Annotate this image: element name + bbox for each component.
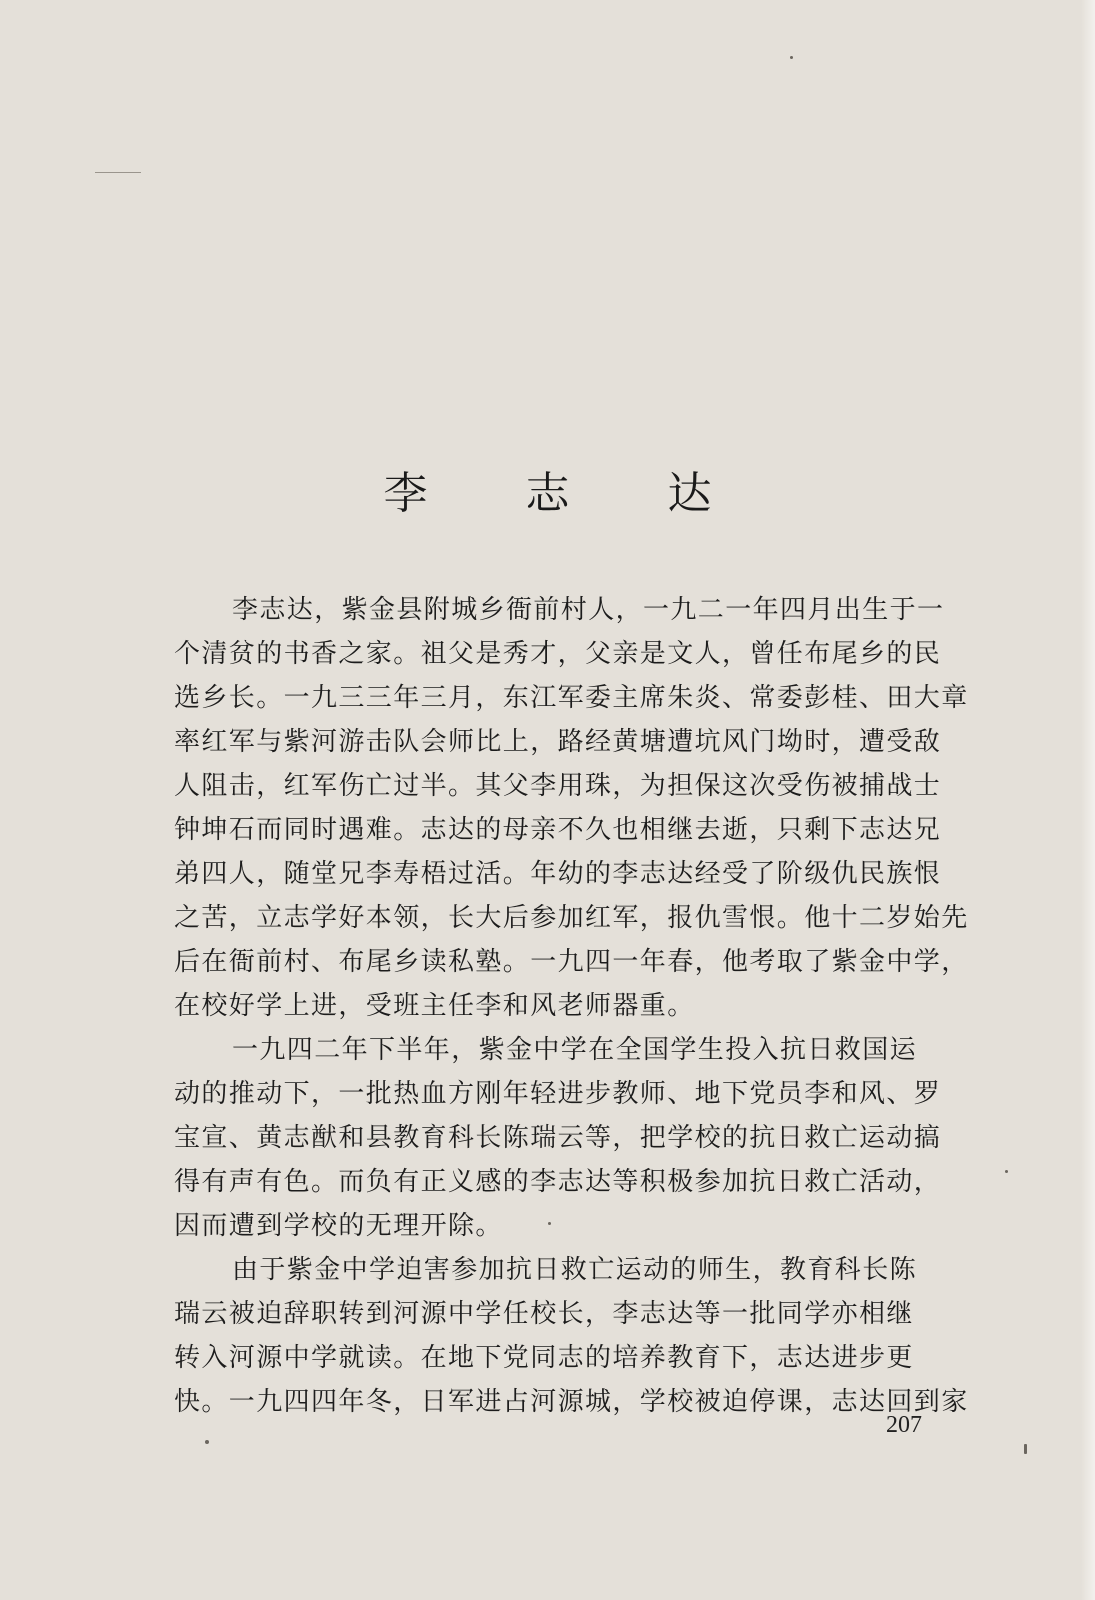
text-line: 由于紫金中学迫害参加抗日救亡运动的师生，教育科长陈 [232,1255,918,1285]
text-line: 李志达，紫金县附城乡衙前村人，一九二一年四月出生于一 [232,595,945,625]
text-line: 率红军与紫河游击队会师比上，路经黄塘遭坑风门坳时，遭受敌 [174,727,942,757]
text-line: 弟四人，随堂兄李寿梧过活。年幼的李志达经受了阶级仇民族恨 [174,859,942,889]
article-body [174,588,974,1424]
scan-speck [95,172,141,173]
page-edge [1081,0,1095,1600]
text-line: 在校好学上进，受班主任李和风老师器重。 [174,991,695,1021]
text-line: 钟坤石而同时遇难。志达的母亲不久也相继去逝，只剩下志达兄 [174,815,942,845]
scan-speck [790,56,793,59]
text-line: 快。一九四四年冬，日军进占河源城，学校被迫停课，志达回到家 [174,1387,969,1417]
scan-speck [1024,1444,1027,1454]
text-line: 宝宣、黄志猷和县教育科长陈瑞云等，把学校的抗日救亡运动搞 [174,1123,942,1153]
text-line: 得有声有色。而负有正义感的李志达等积极参加抗日救亡活动， [174,1167,942,1197]
text-line: 动的推动下，一批热血方刚年轻进步教师、地下党员李和风、罗 [174,1079,942,1109]
text-line: 因而遭到学校的无理开除。 [174,1211,503,1241]
text-line: 转入河源中学就读。在地下党同志的培养教育下，志达进步更 [174,1343,914,1373]
page-number: 207 [886,1412,922,1438]
text-line: 人阻击，红军伤亡过半。其父李用珠，为担保这次受伤被捕战士 [174,771,942,801]
text-line: 后在衙前村、布尾乡读私塾。一九四一年春，他考取了紫金中学， [174,947,969,977]
text-line: 一九四二年下半年，紫金中学在全国学生投入抗日救国运 [232,1035,918,1065]
text-line: 选乡长。一九三三年三月，东江军委主席朱炎、常委彭桂、田大章 [174,683,969,713]
scan-speck [205,1440,209,1444]
page-title: 李 志 达 [383,468,754,520]
text-line: 个清贫的书香之家。祖父是秀才，父亲是文人，曾任布尾乡的民 [174,639,942,669]
text-line: 之苦，立志学好本领，长大后参加红军，报仇雪恨。他十二岁始先 [174,903,969,933]
text-line: 瑞云被迫辞职转到河源中学任校长，李志达等一批同学亦相继 [174,1299,914,1329]
scan-speck [1005,1170,1008,1173]
